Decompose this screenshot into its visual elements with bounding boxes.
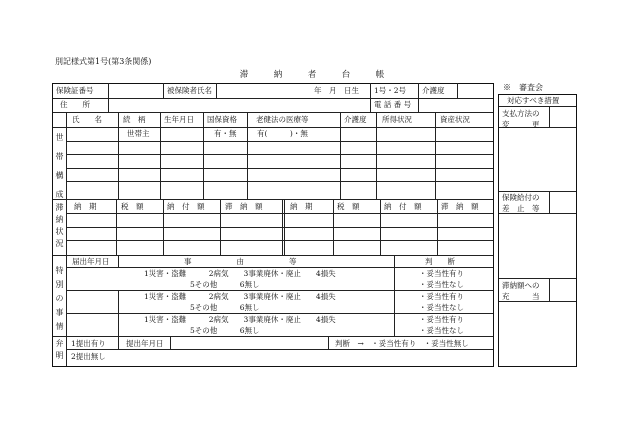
council-item-arrears-offset: 滞納額への 充 当: [502, 281, 540, 301]
judge-yes: ・妥当性有り: [419, 315, 464, 324]
reason-line-1: 1災害・盗難 2病気 3事業廃休・廃止 4損失: [144, 269, 336, 278]
phone-label: 電 話 番 号: [374, 100, 412, 109]
explanation-side-label: 弁 明: [55, 339, 64, 360]
arrears-header-overdue-2: 滞 納 額: [441, 202, 479, 211]
birthdate-label: 年 月 日生: [314, 86, 359, 95]
arrears-header-due: 納 期: [74, 202, 97, 211]
address-label: 住 所: [60, 100, 90, 109]
reason-line-1: 1災害・盗難 2病気 3事業廃休・廃止 4損失: [144, 292, 336, 301]
col-nhi: 国保資格: [207, 115, 237, 124]
judge-no: ・妥当性なし: [419, 303, 464, 312]
col-assets: 資産状況: [440, 115, 470, 124]
reason-line-2: 5その他 6無し: [190, 326, 260, 335]
judge-yes: ・妥当性有り: [419, 269, 464, 278]
notification-date-label: 届出年月日: [72, 257, 110, 266]
insurance-number-label: 保険証番号: [56, 86, 94, 95]
row1-relation: 世帯主: [127, 129, 150, 138]
judge-yes: ・妥当性有り: [419, 292, 464, 301]
judge-no: ・妥当性なし: [419, 280, 464, 289]
judge-no: ・妥当性なし: [419, 326, 464, 335]
explanation-submitted: 1提出有り: [71, 339, 106, 348]
council-subtitle: 対応すべき措置: [507, 96, 560, 105]
council-item-benefit-suspension: 保険給付の 差 止 等: [502, 193, 540, 213]
arrears-header-tax: 税 額: [121, 202, 144, 211]
col-name: 氏 名: [72, 115, 102, 124]
reason-line-2: 5その他 6無し: [190, 303, 260, 312]
reason-line-1: 1災害・盗難 2病気 3事業廃休・廃止 4損失: [144, 315, 336, 324]
row1-nhi: 有・無: [214, 129, 237, 138]
row1-elder-medical: 有( )・無: [257, 129, 308, 138]
arrears-header-paid-2: 納 付 額: [384, 202, 422, 211]
form-reference: 別記様式第1号(第3条関係): [55, 57, 152, 66]
col-relation: 続 柄: [123, 115, 146, 124]
col-care-level: 介護度: [344, 115, 367, 124]
council-title: ※ 審査会: [503, 83, 543, 92]
special-side-label: 特 別 の 事 情: [55, 266, 64, 331]
col-birthdate: 生年月日: [164, 115, 194, 124]
col-income: 所得状況: [382, 115, 412, 124]
arrears-header-overdue: 滞 納 額: [225, 202, 263, 211]
household-side-label: 世 帯 構 成: [55, 133, 64, 199]
arrears-header-paid: 納 付 額: [167, 202, 205, 211]
explanation-submit-date-label: 提出年月日: [126, 339, 164, 348]
care-level-label: 介護度: [422, 86, 445, 95]
reason-label: 事 由 等: [184, 257, 297, 266]
col-elder-medical: 老健法の医療等: [256, 115, 309, 124]
arrears-header-due-2: 納 期: [290, 202, 313, 211]
insured-type-label: 1号・2号: [374, 86, 407, 95]
council-item-payment-method: 支払方法の 変 更: [502, 109, 540, 129]
judgment-label: 判 断: [425, 257, 455, 266]
insured-name-label: 被保険者氏名: [167, 86, 212, 95]
arrears-header-tax-2: 税 額: [337, 202, 360, 211]
explanation-judgment: 判断 → ・妥当性有り ・妥当性無し: [335, 339, 469, 348]
reason-line-2: 5その他 6無し: [190, 280, 260, 289]
page-title: 滞 納 者 台 帳: [239, 70, 385, 80]
explanation-not-submitted: 2提出無し: [71, 352, 106, 361]
arrears-side-label: 滞 納 状 況: [55, 203, 64, 248]
